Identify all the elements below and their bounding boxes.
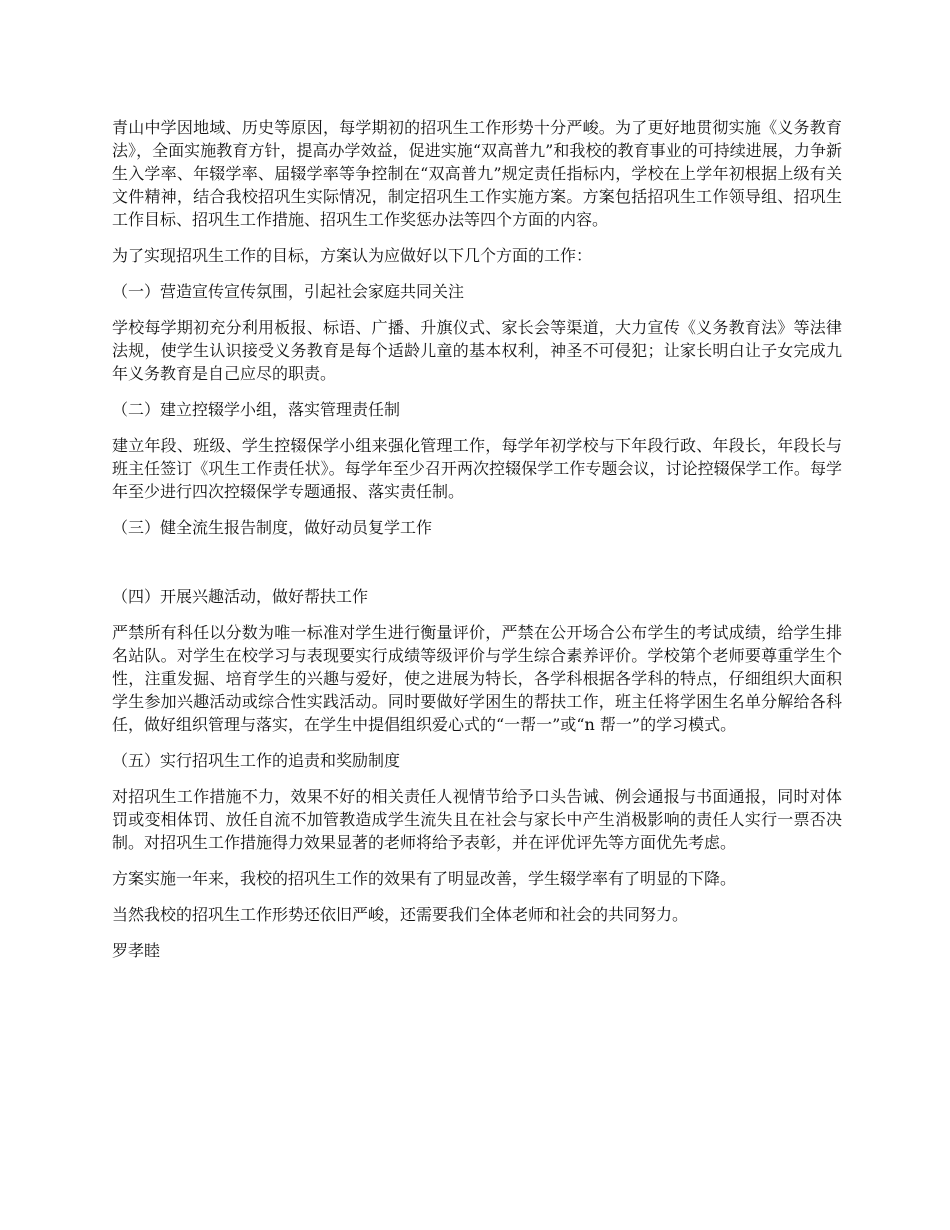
result-paragraph: 方案实施一年来，我校的招巩生工作的效果有了明显改善，学生辍学率有了明显的下降。 [112, 869, 737, 888]
section-body-4: 严禁所有科任以分数为唯一标准对学生进行衡量评价，严禁在公开场合公布学生的考试成绩，给学生排名站队。对学生在校学习与表现要实行成绩等级评价与学生综合素养评价。学校第个老师要尊重学生个性，注重发掘、培育学生的兴趣与爱好，使之进展为特长，各学科根据各学科的特点，仔细组织大面积学生参加兴趣活动或综合性实践活动。同时要做好学困生的帮扶工作，班主任将学困生名单分解给各科任，做好组织管理与落实，在学生中提倡组织爱心式的“一帮一”或“n 帮一”的学习模式。 [112, 623, 842, 734]
section-heading-4: （四）开展兴趣活动，做好帮扶工作 [112, 587, 369, 606]
section-body-2: 建立年段、班级、学生控辍保学小组来强化管理工作，每学年初学校与下年段行政、年段长，年段长与班主任签订《巩生工作责任状》。每学年至少召开两次控辍保学工作专题会议，讨论控辍保学工作。每学年至少进行四次控辍保学专题通报、落实责任制。 [112, 436, 842, 501]
blank-space [112, 552, 842, 585]
conclusion-paragraph: 当然我校的招巩生工作形势还依旧严峻，还需要我们全体老师和社会的共同努力。 [112, 905, 689, 924]
lead-paragraph: 为了实现招巩生工作的目标，方案认为应做好以下几个方面的工作： [112, 246, 593, 265]
section-heading-2: （二）建立控辍学小组，落实管理责任制 [112, 400, 401, 419]
section-heading-3: （三）健全流生报告制度，做好动员复学工作 [112, 518, 433, 537]
section-body-5: 对招巩生工作措施不力，效果不好的相关责任人视情节给予口头告诫、例会通报与书面通报，同时对体罚或变相体罚、放任自流不加管教造成学生流失且在社会与家长中产生消极影响的责任人实行一票否决制。对招巩生工作措施得力效果显著的老师将给予表彰，并在评优评先等方面优先考虑。 [112, 787, 842, 852]
section-heading-5: （五）实行招巩生工作的追责和奖励制度 [112, 751, 401, 770]
intro-paragraph: 青山中学因地域、历史等原因，每学期初的招巩生工作形势十分严峻。为了更好地贯彻实施《义务教育法》，全面实施教育方针，提高办学效益，促进实施“双高普九”和我校的教育事业的可持续进展，力争新生入学率、年辍学率、届辍学率等争控制在“双高普九”规定责任指标内，学校在上学年初根据上级有关文件精神，结合我校招巩生实际情况，制定招巩生工作实施方案。方案包括招巩生工作领导组、招巩生工作目标、招巩生工作措施、招巩生工作奖惩办法等四个方面的内容。 [112, 118, 842, 229]
document-page [112, 116, 842, 975]
section-body-1: 学校每学期初充分利用板报、标语、广播、升旗仪式、家长会等渠道，大力宣传《义务教育法》等法律法规，使学生认识接受义务教育是每个适龄儿童的基本权利，神圣不可侵犯；让家长明白让子女完成九年义务教育是自己应尽的职责。 [112, 318, 842, 383]
section-heading-1: （一）营造宣传宣传氛围，引起社会家庭共同关注 [112, 282, 465, 301]
author-name: 罗孝睦 [112, 941, 161, 960]
